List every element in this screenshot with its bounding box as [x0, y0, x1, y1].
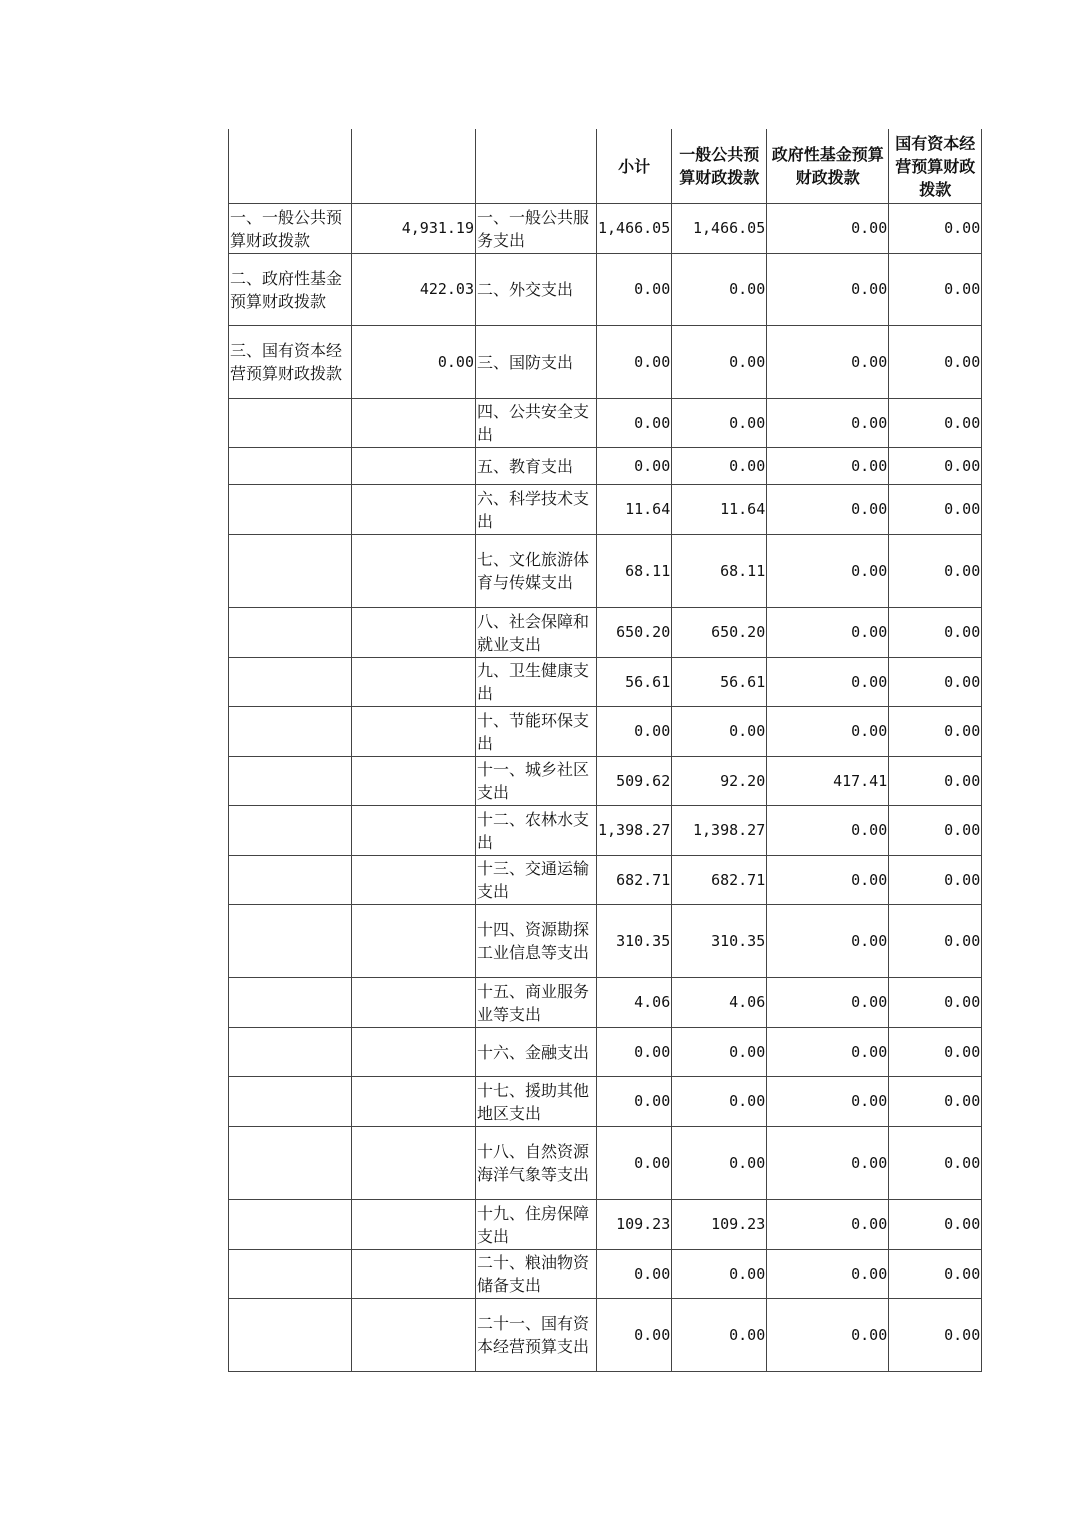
income-item-cell	[229, 707, 352, 757]
general-budget-cell: 0.00	[672, 1299, 767, 1372]
income-amount-cell	[352, 1127, 476, 1200]
table-row	[229, 1299, 982, 1372]
table-row	[229, 757, 982, 806]
table-row	[229, 806, 982, 856]
income-item-cell: 二、政府性基金预算财政拨款	[229, 254, 352, 326]
income-amount-cell	[352, 485, 476, 535]
header-government-fund: 政府性基金预算财政拨款	[767, 129, 889, 204]
header-row	[229, 129, 982, 204]
government-fund-cell: 0.00	[767, 1077, 889, 1127]
state-capital-cell: 0.00	[889, 905, 982, 978]
subtotal-cell: 1,466.05	[597, 204, 672, 254]
table-row	[229, 905, 982, 978]
table-row	[229, 485, 982, 535]
subtotal-cell: 0.00	[597, 399, 672, 448]
general-budget-cell: 11.64	[672, 485, 767, 535]
income-item-cell	[229, 856, 352, 905]
expense-item-cell: 八、社会保障和就业支出	[476, 608, 597, 658]
subtotal-cell: 0.00	[597, 1299, 672, 1372]
header-income-item	[229, 129, 352, 204]
general-budget-cell: 1,398.27	[672, 806, 767, 856]
government-fund-cell: 0.00	[767, 1200, 889, 1250]
government-fund-cell: 0.00	[767, 658, 889, 707]
expense-item-cell: 十八、自然资源海洋气象等支出	[476, 1127, 597, 1200]
government-fund-cell: 0.00	[767, 856, 889, 905]
state-capital-cell: 0.00	[889, 1028, 982, 1077]
table-row	[229, 399, 982, 448]
expense-item-cell: 二十、粮油物资储备支出	[476, 1250, 597, 1299]
income-amount-cell: 0.00	[352, 326, 476, 399]
general-budget-cell: 109.23	[672, 1200, 767, 1250]
subtotal-cell: 56.61	[597, 658, 672, 707]
table-row	[229, 658, 982, 707]
expense-item-cell: 十三、交通运输支出	[476, 856, 597, 905]
income-item-cell	[229, 1250, 352, 1299]
state-capital-cell: 0.00	[889, 326, 982, 399]
state-capital-cell: 0.00	[889, 1077, 982, 1127]
subtotal-cell: 109.23	[597, 1200, 672, 1250]
income-item-cell	[229, 658, 352, 707]
general-budget-cell: 0.00	[672, 1127, 767, 1200]
general-budget-cell: 0.00	[672, 1250, 767, 1299]
table-row	[229, 448, 982, 485]
income-amount-cell	[352, 1200, 476, 1250]
income-amount-cell	[352, 448, 476, 485]
state-capital-cell: 0.00	[889, 448, 982, 485]
income-amount-cell	[352, 757, 476, 806]
general-budget-cell: 0.00	[672, 1028, 767, 1077]
government-fund-cell: 0.00	[767, 485, 889, 535]
government-fund-cell: 0.00	[767, 1299, 889, 1372]
income-item-cell	[229, 608, 352, 658]
government-fund-cell: 0.00	[767, 1127, 889, 1200]
table-row	[229, 326, 982, 399]
government-fund-cell: 0.00	[767, 905, 889, 978]
header-subtotal: 小计	[597, 129, 672, 204]
subtotal-cell: 682.71	[597, 856, 672, 905]
government-fund-cell: 0.00	[767, 326, 889, 399]
expense-item-cell: 七、文化旅游体育与传媒支出	[476, 535, 597, 608]
income-amount-cell	[352, 707, 476, 757]
subtotal-cell: 0.00	[597, 254, 672, 326]
budget-table	[228, 129, 982, 1372]
table-row	[229, 1250, 982, 1299]
state-capital-cell: 0.00	[889, 1250, 982, 1299]
table-row	[229, 204, 982, 254]
state-capital-cell: 0.00	[889, 806, 982, 856]
expense-item-cell: 十一、城乡社区支出	[476, 757, 597, 806]
government-fund-cell: 0.00	[767, 978, 889, 1028]
state-capital-cell: 0.00	[889, 757, 982, 806]
state-capital-cell: 0.00	[889, 535, 982, 608]
income-item-cell	[229, 1127, 352, 1200]
income-amount-cell	[352, 1028, 476, 1077]
government-fund-cell: 0.00	[767, 707, 889, 757]
expense-item-cell: 二、外交支出	[476, 254, 597, 326]
expense-item-cell: 五、教育支出	[476, 448, 597, 485]
income-amount-cell	[352, 1299, 476, 1372]
government-fund-cell: 0.00	[767, 1028, 889, 1077]
income-amount-cell	[352, 905, 476, 978]
state-capital-cell: 0.00	[889, 204, 982, 254]
income-item-cell	[229, 1200, 352, 1250]
income-amount-cell	[352, 856, 476, 905]
table-row	[229, 608, 982, 658]
table-row	[229, 856, 982, 905]
general-budget-cell: 0.00	[672, 448, 767, 485]
government-fund-cell: 0.00	[767, 1250, 889, 1299]
expense-item-cell: 十五、商业服务业等支出	[476, 978, 597, 1028]
income-amount-cell	[352, 399, 476, 448]
expense-item-cell: 九、卫生健康支出	[476, 658, 597, 707]
general-budget-cell: 1,466.05	[672, 204, 767, 254]
expense-item-cell: 十四、资源勘探工业信息等支出	[476, 905, 597, 978]
general-budget-cell: 0.00	[672, 254, 767, 326]
general-budget-cell: 0.00	[672, 707, 767, 757]
state-capital-cell: 0.00	[889, 1127, 982, 1200]
government-fund-cell: 0.00	[767, 254, 889, 326]
subtotal-cell: 0.00	[597, 1127, 672, 1200]
income-item-cell: 一、一般公共预算财政拨款	[229, 204, 352, 254]
table-row	[229, 1200, 982, 1250]
income-item-cell	[229, 448, 352, 485]
state-capital-cell: 0.00	[889, 254, 982, 326]
income-item-cell	[229, 485, 352, 535]
general-budget-cell: 92.20	[672, 757, 767, 806]
table-row	[229, 1127, 982, 1200]
government-fund-cell: 417.41	[767, 757, 889, 806]
general-budget-cell: 4.06	[672, 978, 767, 1028]
table-row	[229, 707, 982, 757]
general-budget-cell: 56.61	[672, 658, 767, 707]
expense-item-cell: 六、科学技术支出	[476, 485, 597, 535]
header-income-amount	[352, 129, 476, 204]
expense-item-cell: 十六、金融支出	[476, 1028, 597, 1077]
government-fund-cell: 0.00	[767, 535, 889, 608]
government-fund-cell: 0.00	[767, 448, 889, 485]
income-item-cell	[229, 978, 352, 1028]
table-row	[229, 1028, 982, 1077]
state-capital-cell: 0.00	[889, 856, 982, 905]
expense-item-cell: 二十一、国有资本经营预算支出	[476, 1299, 597, 1372]
income-item-cell	[229, 535, 352, 608]
table-body	[229, 204, 982, 1372]
expense-item-cell: 三、国防支出	[476, 326, 597, 399]
table-row	[229, 1077, 982, 1127]
header-state-capital: 国有资本经营预算财政拨款	[889, 129, 982, 204]
table-row	[229, 535, 982, 608]
general-budget-cell: 0.00	[672, 399, 767, 448]
expense-item-cell: 十九、住房保障支出	[476, 1200, 597, 1250]
income-item-cell	[229, 905, 352, 978]
income-item-cell	[229, 806, 352, 856]
subtotal-cell: 0.00	[597, 326, 672, 399]
government-fund-cell: 0.00	[767, 399, 889, 448]
income-item-cell	[229, 757, 352, 806]
government-fund-cell: 0.00	[767, 608, 889, 658]
income-amount-cell: 422.03	[352, 254, 476, 326]
income-amount-cell	[352, 806, 476, 856]
table-row	[229, 978, 982, 1028]
general-budget-cell: 0.00	[672, 1077, 767, 1127]
state-capital-cell: 0.00	[889, 485, 982, 535]
state-capital-cell: 0.00	[889, 608, 982, 658]
general-budget-cell: 682.71	[672, 856, 767, 905]
income-item-cell	[229, 1028, 352, 1077]
expense-item-cell: 十、节能环保支出	[476, 707, 597, 757]
income-amount-cell	[352, 978, 476, 1028]
subtotal-cell: 11.64	[597, 485, 672, 535]
general-budget-cell: 68.11	[672, 535, 767, 608]
government-fund-cell: 0.00	[767, 806, 889, 856]
income-amount-cell: 4,931.19	[352, 204, 476, 254]
state-capital-cell: 0.00	[889, 1299, 982, 1372]
general-budget-cell: 0.00	[672, 326, 767, 399]
income-item-cell: 三、国有资本经营预算财政拨款	[229, 326, 352, 399]
subtotal-cell: 509.62	[597, 757, 672, 806]
subtotal-cell: 650.20	[597, 608, 672, 658]
income-item-cell	[229, 1299, 352, 1372]
subtotal-cell: 0.00	[597, 1077, 672, 1127]
government-fund-cell: 0.00	[767, 204, 889, 254]
state-capital-cell: 0.00	[889, 1200, 982, 1250]
expense-item-cell: 一、一般公共服务支出	[476, 204, 597, 254]
state-capital-cell: 0.00	[889, 707, 982, 757]
table-row	[229, 254, 982, 326]
income-amount-cell	[352, 535, 476, 608]
subtotal-cell: 0.00	[597, 1028, 672, 1077]
expense-item-cell: 十二、农林水支出	[476, 806, 597, 856]
subtotal-cell: 68.11	[597, 535, 672, 608]
state-capital-cell: 0.00	[889, 658, 982, 707]
subtotal-cell: 0.00	[597, 707, 672, 757]
income-item-cell	[229, 399, 352, 448]
income-amount-cell	[352, 1077, 476, 1127]
subtotal-cell: 0.00	[597, 448, 672, 485]
general-budget-cell: 310.35	[672, 905, 767, 978]
header-general-budget: 一般公共预算财政拨款	[672, 129, 767, 204]
income-item-cell	[229, 1077, 352, 1127]
general-budget-cell: 650.20	[672, 608, 767, 658]
header-expense-item	[476, 129, 597, 204]
expense-item-cell: 四、公共安全支出	[476, 399, 597, 448]
subtotal-cell: 0.00	[597, 1250, 672, 1299]
expense-item-cell: 十七、援助其他地区支出	[476, 1077, 597, 1127]
subtotal-cell: 4.06	[597, 978, 672, 1028]
income-amount-cell	[352, 608, 476, 658]
income-amount-cell	[352, 1250, 476, 1299]
subtotal-cell: 1,398.27	[597, 806, 672, 856]
state-capital-cell: 0.00	[889, 399, 982, 448]
subtotal-cell: 310.35	[597, 905, 672, 978]
income-amount-cell	[352, 658, 476, 707]
state-capital-cell: 0.00	[889, 978, 982, 1028]
